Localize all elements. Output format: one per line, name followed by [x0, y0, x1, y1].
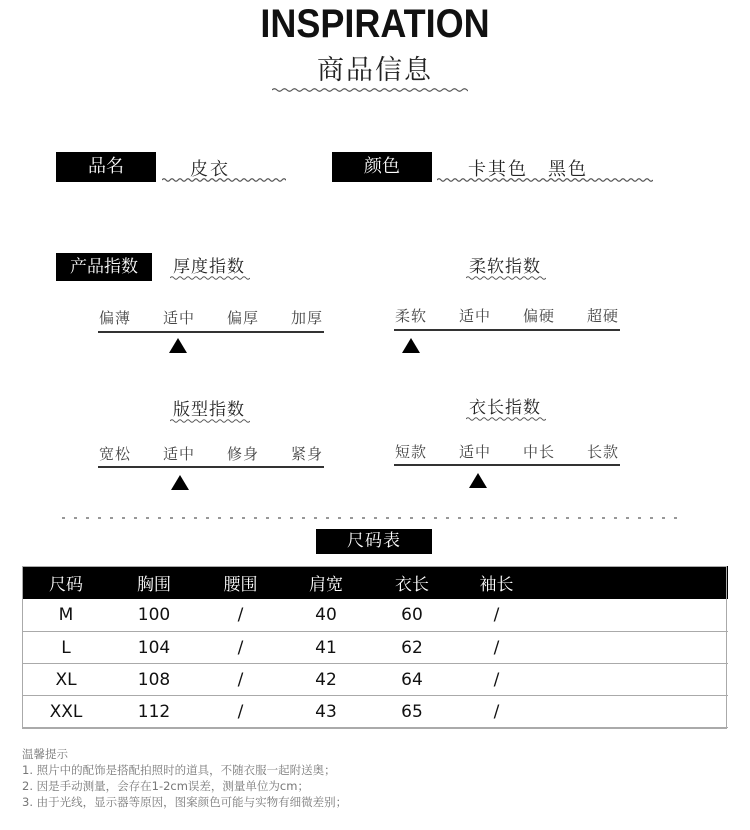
cell-size: XL	[22, 664, 110, 696]
color-value: 卡其色 黑色	[468, 159, 588, 180]
softness-option: 柔软	[394, 307, 427, 325]
table-row	[22, 664, 728, 696]
thickness-scale-line	[98, 331, 324, 333]
table-row	[22, 696, 728, 728]
softness-option: 偏硬	[522, 307, 555, 325]
cell-size: M	[22, 599, 110, 632]
length-wave	[466, 415, 546, 423]
notes	[22, 746, 347, 810]
softness-scale-line	[394, 329, 620, 331]
header-waist: 腰围	[198, 566, 283, 599]
fit-option: 紧身	[290, 445, 323, 463]
cell-blank	[538, 632, 728, 664]
size-table-header	[22, 566, 728, 599]
header-chest: 胸围	[110, 566, 198, 599]
cell-size: XXL	[22, 696, 110, 728]
length-option: 适中	[458, 443, 491, 461]
cell-waist: /	[198, 632, 283, 664]
size-chart-title: 尺码表	[316, 529, 432, 554]
brand-title: INSPIRATION	[260, 2, 490, 46]
indices-section-label: 产品指数	[56, 253, 152, 281]
page-subtitle: 商品信息	[317, 55, 433, 86]
length-option: 短款	[394, 443, 427, 461]
cell-length: 60	[369, 599, 455, 632]
note-item: 2. 因是手动测量，会存在1-2cm误差，测量单位为cm；	[22, 779, 309, 793]
color-wave	[437, 176, 653, 184]
cell-chest: 104	[110, 632, 198, 664]
cell-blank	[538, 664, 728, 696]
cell-shoulder: 41	[283, 632, 369, 664]
length-indicator-icon	[469, 473, 487, 488]
note-item: 1. 照片中的配饰是搭配拍照时的道具，不随衣服一起附送奥；	[22, 763, 336, 777]
cell-sleeve: /	[455, 599, 538, 632]
size-table	[22, 566, 728, 728]
length-option: 中长	[522, 443, 555, 461]
color-label: 颜色	[332, 152, 432, 182]
cell-blank	[538, 696, 728, 728]
name-label: 品名	[56, 152, 156, 182]
cell-chest: 112	[110, 696, 198, 728]
name-value: 皮衣	[190, 159, 230, 180]
softness-wave	[466, 274, 546, 282]
table-row	[22, 599, 728, 632]
fit-scale-line	[98, 466, 324, 468]
cell-chest: 108	[110, 664, 198, 696]
thickness-option: 偏厚	[226, 309, 259, 327]
fit-option: 宽松	[98, 445, 131, 463]
thickness-title: 厚度指数	[173, 257, 245, 277]
length-scale-line	[394, 464, 620, 466]
header-sleeve: 袖长	[455, 566, 538, 599]
length-option: 长款	[586, 443, 619, 461]
fit-indicator-icon	[171, 475, 189, 490]
cell-sleeve: /	[455, 632, 538, 664]
table-row	[22, 632, 728, 664]
cell-shoulder: 42	[283, 664, 369, 696]
cell-shoulder: 40	[283, 599, 369, 632]
thickness-option: 适中	[162, 309, 195, 327]
fit-title: 版型指数	[173, 400, 245, 420]
cell-shoulder: 43	[283, 696, 369, 728]
thickness-wave	[170, 274, 250, 282]
thickness-option: 加厚	[290, 309, 323, 327]
cell-waist: /	[198, 696, 283, 728]
header-blank	[538, 566, 728, 599]
cell-length: 62	[369, 632, 455, 664]
notes-title: 温馨提示	[22, 747, 68, 761]
cell-chest: 100	[110, 599, 198, 632]
fit-option: 修身	[226, 445, 259, 463]
cell-waist: /	[198, 664, 283, 696]
cell-length: 64	[369, 664, 455, 696]
note-item: 3. 由于光线，显示器等原因，图案颜色可能与实物有细微差别；	[22, 795, 348, 809]
cell-size: L	[22, 632, 110, 664]
cell-sleeve: /	[455, 664, 538, 696]
header-length: 衣长	[369, 566, 455, 599]
fit-option: 适中	[162, 445, 195, 463]
thickness-indicator-icon	[169, 338, 187, 353]
cell-blank	[538, 599, 728, 632]
header-size: 尺码	[22, 566, 110, 599]
header-shoulder: 肩宽	[283, 566, 369, 599]
name-wave	[162, 176, 286, 184]
wave-divider	[272, 85, 468, 95]
cell-waist: /	[198, 599, 283, 632]
dotted-divider	[62, 516, 682, 520]
cell-length: 65	[369, 696, 455, 728]
thickness-option: 偏薄	[98, 309, 131, 327]
cell-sleeve: /	[455, 696, 538, 728]
softness-title: 柔软指数	[469, 257, 541, 277]
length-title: 衣长指数	[469, 398, 541, 418]
fit-wave	[170, 417, 250, 425]
softness-option: 适中	[458, 307, 491, 325]
softness-indicator-icon	[402, 338, 420, 353]
softness-option: 超硬	[586, 307, 619, 325]
